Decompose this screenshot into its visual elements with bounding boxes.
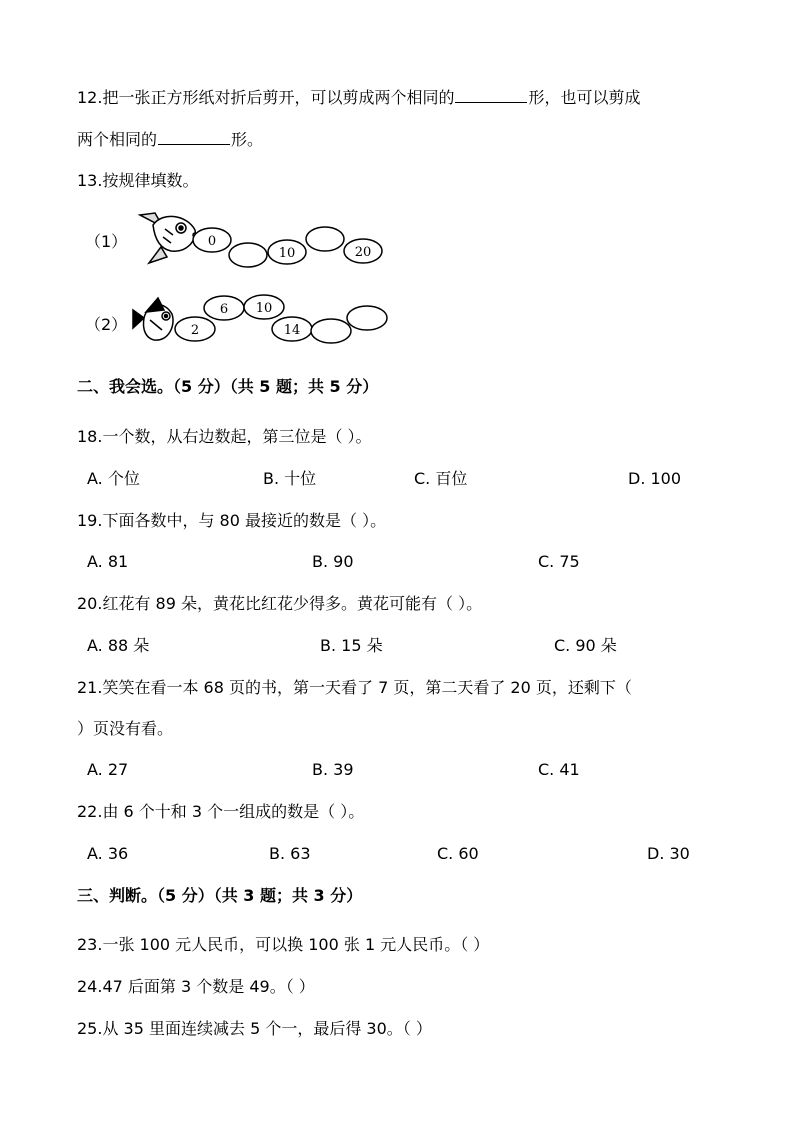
- bubble-1-value: 0: [207, 234, 217, 249]
- fish-icon: [133, 298, 173, 340]
- q21-stem-line2: ）页没有看。: [77, 719, 174, 738]
- q13-row1-label: （1）: [85, 232, 128, 251]
- q22-option-b[interactable]: B. 63: [269, 844, 311, 863]
- fish-icon: [140, 213, 197, 263]
- q18-option-d[interactable]: D. 100: [628, 469, 682, 488]
- q13-row1-figure: [135, 205, 395, 275]
- bubble-5[interactable]: [311, 319, 351, 343]
- bubble-1-value: 2: [190, 323, 200, 338]
- q12-blank-1[interactable]: [455, 86, 527, 103]
- q18-option-b[interactable]: B. 十位: [263, 469, 317, 488]
- q19-option-c[interactable]: C. 75: [538, 552, 580, 571]
- q21-option-b[interactable]: B. 39: [312, 760, 354, 779]
- section2-title: 二、我会选。（5 分）（共 5 题；共 5 分）: [77, 377, 379, 396]
- section3-title: 三、判断。（5 分）（共 3 题；共 3 分）: [77, 886, 363, 905]
- q13-row2-label: （2）: [85, 315, 128, 334]
- q20-option-c[interactable]: C. 90 朵: [554, 636, 617, 655]
- q13-row2-figure: [128, 288, 398, 358]
- q22-option-c[interactable]: C. 60: [437, 844, 479, 863]
- bubble-5-value: 20: [354, 245, 372, 260]
- bubble-3-value: 10: [278, 246, 296, 261]
- q18-option-a[interactable]: A. 个位: [87, 469, 140, 488]
- q21-option-c[interactable]: C. 41: [538, 760, 580, 779]
- bubble-4-value: 14: [283, 323, 301, 338]
- q20-option-a[interactable]: A. 88 朵: [87, 636, 150, 655]
- q20-stem: 20.红花有 89 朵，黄花比红花少得多。黄花可能有（ ）。: [77, 594, 483, 613]
- q12-text-d: 形。: [231, 130, 264, 149]
- q21-option-a[interactable]: A. 27: [87, 760, 129, 779]
- q19-option-a[interactable]: A. 81: [87, 552, 129, 571]
- q12-line2: [77, 128, 263, 151]
- q12-text-a: 12.把一张正方形纸对折后剪开，可以剪成两个相同的: [77, 88, 455, 107]
- q24-stem: 24.47 后面第 3 个数是 49。（ ）: [77, 977, 315, 996]
- bubble-2[interactable]: [229, 243, 267, 267]
- q12-line1: [77, 86, 640, 109]
- q20-option-b[interactable]: B. 15 朵: [320, 636, 383, 655]
- bubble-4[interactable]: [306, 227, 344, 251]
- q18-option-c[interactable]: C. 百位: [414, 469, 468, 488]
- q12-text-b: 形，也可以剪成: [528, 88, 641, 107]
- q12-text-c: 两个相同的: [77, 130, 158, 149]
- q18-stem: 18.一个数，从右边数起，第三位是（ ）。: [77, 427, 372, 446]
- bubble-3-value: 10: [255, 301, 273, 316]
- q13-title: 13.按规律填数。: [77, 171, 199, 190]
- q19-stem: 19.下面各数中，与 80 最接近的数是（ ）。: [77, 511, 387, 530]
- q12-blank-2[interactable]: [158, 128, 230, 145]
- q25-stem: 25.从 35 里面连续减去 5 个一，最后得 30。（ ）: [77, 1019, 432, 1038]
- q22-option-a[interactable]: A. 36: [87, 844, 129, 863]
- q23-stem: 23.一张 100 元人民币，可以换 100 张 1 元人民币。（ ）: [77, 935, 490, 954]
- q19-option-b[interactable]: B. 90: [312, 552, 354, 571]
- q21-stem-line1: 21.笑笑在看一本 68 页的书，第一天看了 7 页，第二天看了 20 页，还剩下（: [77, 678, 632, 697]
- bubble-2-value: 6: [219, 302, 229, 317]
- bubble-6[interactable]: [347, 306, 387, 330]
- q22-stem: 22.由 6 个十和 3 个一组成的数是（ ）。: [77, 802, 365, 821]
- q22-option-d[interactable]: D. 30: [647, 844, 690, 863]
